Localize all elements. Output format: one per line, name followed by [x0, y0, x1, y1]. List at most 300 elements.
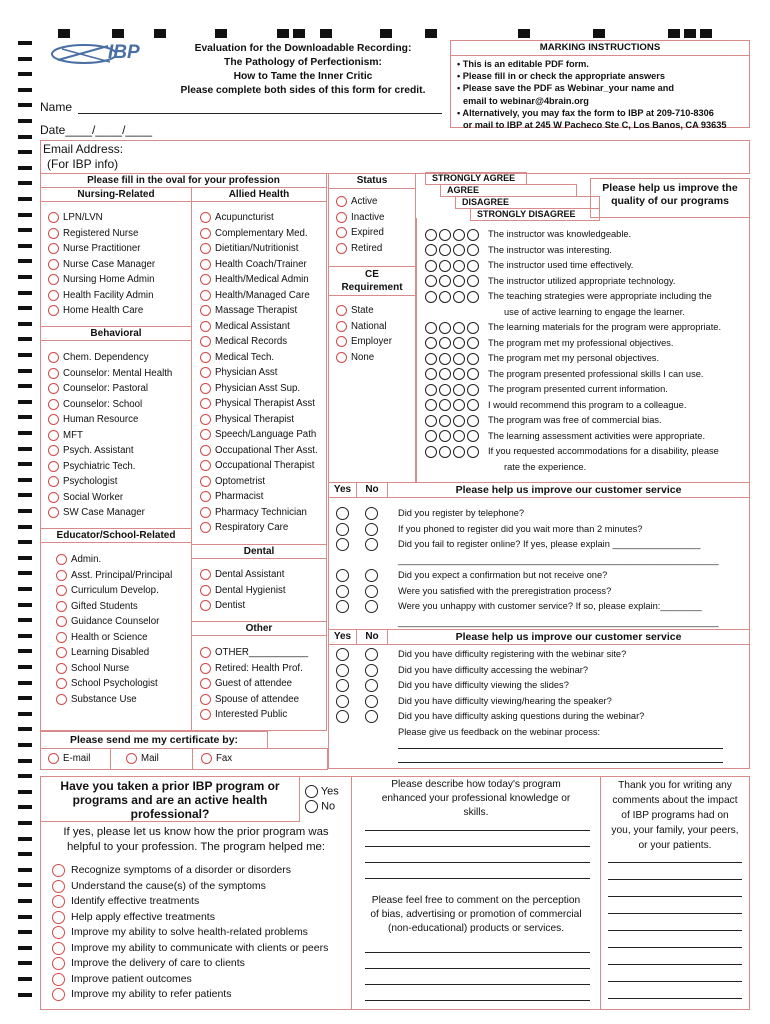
rating-oval-icon[interactable]	[453, 291, 465, 303]
thanks-line[interactable]	[608, 896, 742, 897]
timing-mark	[18, 556, 32, 560]
rating-oval-icon[interactable]	[467, 275, 479, 287]
name-field[interactable]	[78, 113, 442, 114]
service-no-oval-icon[interactable]	[365, 695, 378, 708]
service1-yes-header: Yes	[328, 482, 357, 498]
oval-radio-icon[interactable]	[336, 243, 347, 254]
rating-oval-icon[interactable]	[453, 229, 465, 241]
oval-radio-icon[interactable]	[52, 911, 65, 924]
oval-radio-icon[interactable]	[200, 228, 211, 239]
option-label: Psychiatric Tech.	[63, 460, 136, 472]
timing-mark	[18, 712, 32, 716]
prior-no[interactable]: No	[305, 800, 335, 813]
option-item[interactable]	[52, 894, 328, 910]
oval-radio-icon[interactable]	[48, 352, 59, 363]
rating-oval-icon[interactable]	[439, 399, 451, 411]
certificate-heading: Please send me my certificate by:	[40, 731, 268, 749]
timing-mark	[18, 150, 32, 154]
oval-radio-icon[interactable]	[56, 678, 67, 689]
oval-radio-icon[interactable]	[48, 274, 59, 285]
oval-radio-icon[interactable]	[200, 585, 211, 596]
service-no-oval-icon[interactable]	[365, 507, 378, 520]
option-item[interactable]	[200, 288, 318, 304]
oval-radio-icon[interactable]	[336, 196, 347, 207]
option-label: Acupuncturist	[215, 212, 274, 223]
option-item[interactable]	[56, 692, 172, 708]
option-item[interactable]	[200, 567, 286, 583]
cert-divider	[110, 748, 111, 770]
behavioral-list	[48, 350, 172, 521]
date-field[interactable]: Date____/____/____	[40, 123, 153, 137]
oval-radio-icon[interactable]	[200, 367, 211, 378]
bias-line2[interactable]	[365, 968, 590, 969]
rating-oval-icon[interactable]	[453, 384, 465, 396]
oval-radio-icon[interactable]	[200, 709, 211, 720]
option-item[interactable]	[200, 427, 318, 443]
option-item[interactable]	[48, 474, 172, 490]
rating-oval-icon[interactable]	[467, 337, 479, 349]
rating-oval-icon[interactable]	[439, 291, 451, 303]
service1-no-header: No	[356, 482, 388, 498]
oval-radio-icon[interactable]	[48, 228, 59, 239]
timing-mark	[18, 493, 32, 497]
option-item[interactable]	[200, 443, 318, 459]
thanks-line[interactable]	[608, 998, 742, 999]
service-no-oval-icon[interactable]	[365, 523, 378, 536]
oval-radio-icon[interactable]	[48, 476, 59, 487]
oval-radio-icon[interactable]	[56, 570, 67, 581]
rating-oval-icon[interactable]	[439, 260, 451, 272]
timing-mark	[18, 603, 32, 607]
oval-radio-icon[interactable]	[200, 212, 211, 223]
option-item[interactable]	[200, 598, 286, 614]
option-item[interactable]	[200, 396, 318, 412]
option-item[interactable]	[200, 583, 286, 599]
rating-oval-icon[interactable]	[467, 430, 479, 442]
option-item[interactable]	[200, 458, 318, 474]
rating-row	[425, 444, 721, 460]
oval-radio-icon[interactable]	[200, 694, 211, 705]
option-item[interactable]	[200, 350, 318, 366]
timing-mark	[18, 322, 32, 326]
oval-radio-icon[interactable]	[48, 445, 59, 456]
rating-oval-icon[interactable]	[439, 446, 451, 458]
option-item[interactable]	[48, 490, 172, 506]
option-item[interactable]	[200, 365, 318, 381]
email-box[interactable]: Email Address: (For IBP info)	[40, 140, 750, 174]
bias-line4[interactable]	[365, 1000, 590, 1001]
rating-oval-icon[interactable]	[453, 399, 465, 411]
option-item[interactable]	[336, 334, 392, 350]
option-label: Expired	[351, 227, 384, 238]
marking-heading: MARKING INSTRUCTIONS	[451, 41, 749, 56]
oval-radio-icon[interactable]	[48, 259, 59, 270]
timing-mark	[18, 993, 32, 997]
rating-oval-icon[interactable]	[467, 446, 479, 458]
oval-radio-icon[interactable]	[48, 492, 59, 503]
rating-row	[425, 227, 721, 243]
describe-line1[interactable]	[365, 830, 590, 831]
oval-radio-icon[interactable]	[48, 243, 59, 254]
option-item[interactable]	[200, 319, 318, 335]
oval-radio-icon[interactable]	[48, 305, 59, 316]
rating-oval-icon[interactable]	[467, 415, 479, 427]
option-label: Health Coach/Trainer	[215, 258, 307, 270]
option-item[interactable]	[200, 381, 318, 397]
oval-radio-icon[interactable]	[48, 430, 59, 441]
oval-radio-icon[interactable]	[52, 864, 65, 877]
thanks-line[interactable]	[608, 862, 742, 863]
option-item[interactable]	[48, 412, 172, 428]
option-item[interactable]	[200, 257, 318, 273]
option-item[interactable]	[52, 910, 328, 926]
rating-oval-icon[interactable]	[467, 384, 479, 396]
oval-radio-icon[interactable]	[52, 926, 65, 939]
option-item[interactable]	[200, 645, 308, 661]
other-heading: Other	[191, 621, 327, 636]
rating-oval-icon[interactable]	[425, 291, 437, 303]
certificate-mail[interactable]: Mail	[126, 751, 159, 767]
option-label: Pharmacy Technician	[215, 506, 307, 518]
rating-oval-icon[interactable]	[467, 399, 479, 411]
oval-radio-icon[interactable]	[336, 212, 347, 223]
option-item[interactable]	[52, 879, 328, 895]
rating-oval-icon[interactable]	[467, 244, 479, 256]
option-item[interactable]	[48, 443, 172, 459]
rating-oval-icon[interactable]	[439, 244, 451, 256]
option-item[interactable]	[200, 520, 318, 536]
thanks-line[interactable]	[608, 930, 742, 931]
oval-radio-icon[interactable]	[52, 988, 65, 1001]
service-yes-oval-icon[interactable]	[336, 507, 349, 520]
oval-radio-icon[interactable]	[56, 554, 67, 565]
ce-list	[336, 303, 392, 365]
option-item[interactable]	[200, 707, 308, 723]
rating-label: The instructor was interesting.	[488, 244, 613, 255]
rating-oval-icon[interactable]	[425, 446, 437, 458]
oval-radio-icon[interactable]	[48, 461, 59, 472]
describe-line4[interactable]	[365, 878, 590, 879]
oval-radio-icon[interactable]	[336, 305, 347, 316]
oval-radio-icon[interactable]	[48, 212, 59, 223]
option-item[interactable]	[52, 941, 328, 957]
rating-oval-icon[interactable]	[467, 322, 479, 334]
option-label: Chem. Dependency	[63, 352, 149, 363]
oval-radio-icon[interactable]	[56, 601, 67, 612]
oval-radio-icon[interactable]	[52, 942, 65, 955]
rating-oval-icon[interactable]	[425, 275, 437, 287]
option-item[interactable]	[200, 226, 318, 242]
oval-radio-icon[interactable]	[200, 259, 211, 270]
service2-feedback-line1[interactable]	[398, 748, 723, 749]
describe-line2[interactable]	[365, 846, 590, 847]
option-item[interactable]	[52, 956, 328, 972]
service-no-oval-icon[interactable]	[365, 585, 378, 598]
option-item[interactable]	[336, 303, 392, 319]
oval-radio-icon[interactable]	[56, 663, 67, 674]
rating-oval-icon[interactable]	[425, 353, 437, 365]
bias-line1[interactable]	[365, 952, 590, 953]
oval-radio-icon[interactable]	[52, 973, 65, 986]
option-item[interactable]	[56, 552, 172, 568]
rating-oval-icon[interactable]	[439, 430, 451, 442]
oval-radio-icon[interactable]	[200, 352, 211, 363]
option-item[interactable]	[200, 489, 318, 505]
scale-items	[425, 227, 721, 475]
option-item[interactable]	[48, 257, 155, 273]
service-yes-oval-icon[interactable]	[336, 569, 349, 582]
option-item[interactable]	[48, 272, 155, 288]
option-item[interactable]	[200, 210, 318, 226]
option-label: Respiratory Care	[215, 522, 289, 533]
option-item[interactable]	[48, 288, 155, 304]
service-yes-oval-icon[interactable]	[336, 679, 349, 692]
rating-oval-icon[interactable]	[425, 260, 437, 272]
service-yes-oval-icon[interactable]	[336, 695, 349, 708]
rating-oval-icon[interactable]	[439, 337, 451, 349]
option-item[interactable]	[48, 381, 172, 397]
rating-oval-icon[interactable]	[453, 430, 465, 442]
option-item[interactable]	[56, 614, 172, 630]
rating-oval-icon[interactable]	[467, 353, 479, 365]
describe-line3[interactable]	[365, 862, 590, 863]
oval-radio-icon[interactable]	[200, 429, 211, 440]
timing-mark	[18, 291, 32, 295]
option-item[interactable]	[56, 645, 172, 661]
option-label: Optometrist	[215, 475, 266, 487]
oval-radio-icon[interactable]	[200, 647, 211, 658]
certificate-fax[interactable]: Fax	[201, 751, 232, 767]
oval-radio-icon[interactable]	[200, 663, 211, 674]
option-item[interactable]	[200, 334, 318, 350]
option-item[interactable]	[48, 397, 172, 413]
rating-oval-icon[interactable]	[467, 291, 479, 303]
thanks-line[interactable]	[608, 913, 742, 914]
rating-oval-icon[interactable]	[453, 368, 465, 380]
option-item[interactable]	[56, 661, 172, 677]
rating-row	[425, 460, 721, 476]
rating-oval-icon[interactable]	[439, 353, 451, 365]
rating-oval-icon[interactable]	[425, 244, 437, 256]
rating-oval-icon[interactable]	[453, 322, 465, 334]
thanks-line[interactable]	[608, 879, 742, 880]
certificate-email[interactable]: E-mail	[48, 751, 90, 767]
oval-radio-icon[interactable]	[52, 957, 65, 970]
option-item[interactable]	[336, 194, 384, 210]
oval-radio-icon[interactable]	[200, 414, 211, 425]
rating-label: The program presented current information.	[488, 384, 668, 394]
bias-line3[interactable]	[365, 984, 590, 985]
rating-row	[425, 320, 721, 336]
rating-oval-icon[interactable]	[453, 244, 465, 256]
rating-oval-icon[interactable]	[439, 275, 451, 287]
oval-radio-icon[interactable]	[56, 647, 67, 658]
oval-radio-icon[interactable]	[56, 616, 67, 627]
timing-mark	[18, 88, 32, 92]
rating-oval-icon[interactable]	[453, 353, 465, 365]
option-item[interactable]	[48, 350, 172, 366]
option-item[interactable]	[336, 241, 384, 257]
option-item[interactable]	[336, 225, 384, 241]
option-item[interactable]	[48, 210, 155, 226]
service2-feedback-line2[interactable]	[398, 762, 723, 763]
oval-radio-icon[interactable]	[200, 522, 211, 533]
thanks-line[interactable]	[608, 964, 742, 965]
oval-radio-icon[interactable]	[200, 569, 211, 580]
thanks-line[interactable]	[608, 981, 742, 982]
oval-radio-icon[interactable]	[200, 336, 211, 347]
oval-radio-icon[interactable]	[52, 895, 65, 908]
rating-oval-icon[interactable]	[425, 384, 437, 396]
option-item[interactable]	[52, 863, 328, 879]
rating-oval-icon[interactable]	[425, 399, 437, 411]
oval-radio-icon[interactable]	[48, 399, 59, 410]
option-item[interactable]	[56, 599, 172, 615]
rating-oval-icon[interactable]	[467, 368, 479, 380]
option-item[interactable]	[56, 583, 172, 599]
option-item[interactable]	[200, 661, 308, 677]
timing-mark	[18, 759, 32, 763]
prior-yes[interactable]: Yes	[305, 785, 339, 798]
option-item[interactable]	[48, 459, 172, 475]
rating-oval-icon[interactable]	[453, 415, 465, 427]
rating-oval-icon[interactable]	[425, 430, 437, 442]
service-yes-oval-icon[interactable]	[336, 664, 349, 677]
option-item[interactable]	[336, 319, 392, 335]
oval-radio-icon[interactable]	[48, 383, 59, 394]
service-yes-oval-icon[interactable]	[336, 538, 349, 551]
oval-radio-icon[interactable]	[56, 632, 67, 643]
oval-radio-icon[interactable]	[200, 476, 211, 487]
oval-radio-icon[interactable]	[48, 507, 59, 518]
option-item[interactable]	[200, 303, 318, 319]
oval-radio-icon[interactable]	[336, 336, 347, 347]
rating-oval-icon[interactable]	[439, 384, 451, 396]
service-no-oval-icon[interactable]	[365, 600, 378, 613]
oval-radio-icon[interactable]	[200, 243, 211, 254]
option-item[interactable]	[52, 972, 328, 988]
oval-radio-icon[interactable]	[200, 290, 211, 301]
oval-radio-icon[interactable]	[200, 274, 211, 285]
option-label: Inactive	[351, 211, 385, 223]
option-item[interactable]	[48, 241, 155, 257]
service-yes-oval-icon[interactable]	[336, 648, 349, 661]
service-no-oval-icon[interactable]	[365, 679, 378, 692]
option-item[interactable]	[336, 350, 392, 366]
service-question-row	[334, 568, 719, 584]
rating-oval-icon[interactable]	[467, 260, 479, 272]
option-item[interactable]	[336, 210, 384, 226]
oval-radio-icon[interactable]	[200, 507, 211, 518]
rating-label: The program met my professional objectives.	[488, 337, 674, 348]
service-yes-oval-icon[interactable]	[336, 523, 349, 536]
rating-oval-icon[interactable]	[439, 415, 451, 427]
timing-mark	[18, 337, 32, 341]
thanks-line[interactable]	[608, 947, 742, 948]
oval-radio-icon[interactable]	[336, 352, 347, 363]
oval-radio-icon[interactable]	[200, 398, 211, 409]
oval-radio-icon[interactable]	[56, 585, 67, 596]
option-item[interactable]	[200, 241, 318, 257]
other-list	[200, 645, 308, 723]
option-item[interactable]	[200, 692, 308, 708]
option-item[interactable]	[48, 505, 172, 521]
oval-radio-icon[interactable]	[52, 880, 65, 893]
rating-oval-icon[interactable]	[467, 229, 479, 241]
service-question-row	[334, 599, 719, 615]
oval-radio-icon[interactable]	[200, 383, 211, 394]
option-item[interactable]	[56, 630, 172, 646]
option-item[interactable]	[200, 676, 308, 692]
rating-oval-icon[interactable]	[453, 337, 465, 349]
option-item[interactable]	[52, 925, 328, 941]
option-item[interactable]	[56, 568, 172, 584]
option-label: Learning Disabled	[71, 647, 150, 658]
option-label: Registered Nurse	[63, 227, 139, 239]
oval-radio-icon[interactable]	[336, 321, 347, 332]
option-item[interactable]	[200, 505, 318, 521]
option-item[interactable]	[48, 226, 155, 242]
oval-radio-icon[interactable]	[48, 290, 59, 301]
oval-radio-icon[interactable]	[48, 368, 59, 379]
option-item[interactable]	[48, 428, 172, 444]
service-no-oval-icon[interactable]	[365, 648, 378, 661]
oval-radio-icon[interactable]	[200, 600, 211, 611]
oval-radio-icon[interactable]	[200, 678, 211, 689]
timing-mark	[18, 930, 32, 934]
oval-radio-icon[interactable]	[336, 227, 347, 238]
oval-radio-icon[interactable]	[48, 414, 59, 425]
rating-oval-icon[interactable]	[425, 415, 437, 427]
option-item[interactable]	[200, 474, 318, 490]
service-yes-oval-icon[interactable]	[336, 710, 349, 723]
service-no-oval-icon[interactable]	[365, 569, 378, 582]
rating-oval-icon[interactable]	[453, 446, 465, 458]
service-yes-oval-icon[interactable]	[336, 600, 349, 613]
oval-radio-icon[interactable]	[200, 321, 211, 332]
rating-oval-icon[interactable]	[439, 229, 451, 241]
option-item[interactable]	[52, 987, 328, 1003]
service-no-oval-icon[interactable]	[365, 710, 378, 723]
oval-radio-icon[interactable]	[200, 460, 211, 471]
rating-oval-icon[interactable]	[425, 337, 437, 349]
rating-oval-icon[interactable]	[439, 322, 451, 334]
oval-radio-icon[interactable]	[200, 445, 211, 456]
option-item[interactable]	[200, 412, 318, 428]
rating-oval-icon[interactable]	[425, 322, 437, 334]
option-item[interactable]	[48, 366, 172, 382]
option-item[interactable]	[200, 272, 318, 288]
option-item[interactable]	[56, 676, 172, 692]
rating-oval-icon[interactable]	[425, 229, 437, 241]
option-label: Counselor: Pastoral	[63, 383, 149, 394]
service-no-oval-icon[interactable]	[365, 538, 378, 551]
oval-radio-icon[interactable]	[200, 491, 211, 502]
rating-oval-icon[interactable]	[425, 368, 437, 380]
timing-mark	[18, 369, 32, 373]
oval-radio-icon[interactable]	[56, 694, 67, 705]
rating-oval-icon[interactable]	[453, 275, 465, 287]
service-no-oval-icon[interactable]	[365, 664, 378, 677]
timing-mark	[18, 119, 32, 123]
option-item[interactable]	[48, 303, 155, 319]
timing-mark	[18, 275, 32, 279]
rating-oval-icon[interactable]	[453, 260, 465, 272]
rating-oval-icon[interactable]	[439, 368, 451, 380]
oval-radio-icon[interactable]	[200, 305, 211, 316]
option-label: Curriculum Develop.	[71, 585, 159, 596]
service-yes-oval-icon[interactable]	[336, 585, 349, 598]
